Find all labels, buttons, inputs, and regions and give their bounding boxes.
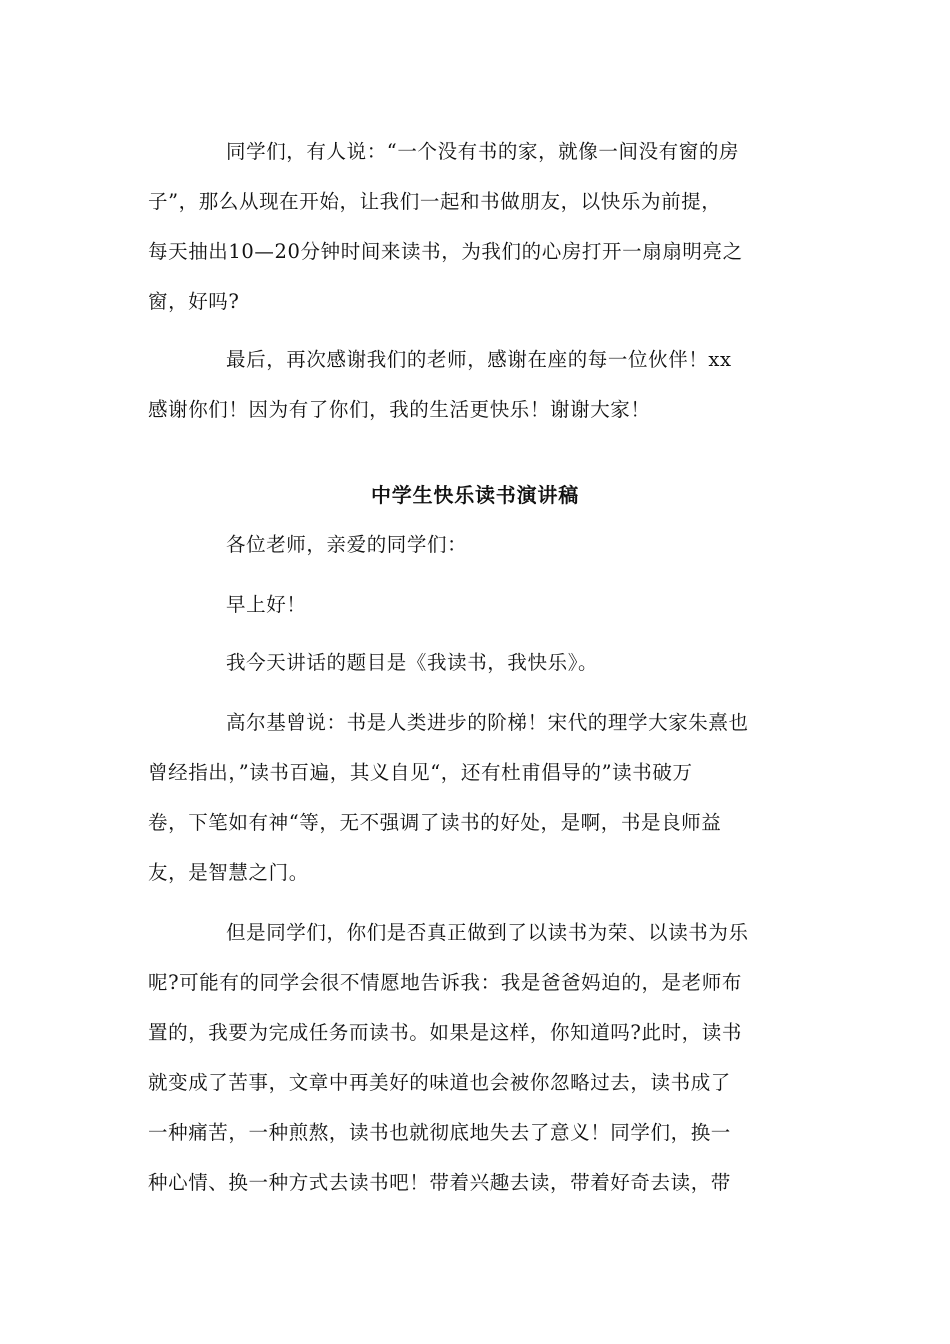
paragraph-thanks (148, 335, 808, 435)
paragraph-reading-joy (148, 908, 808, 1208)
text-line: 但是同学们，你们是否真正做到了以读书为荣、以读书为乐 (226, 921, 749, 944)
text-line: 就变成了苦事，文章中再美好的味道也会被你忽略过去，读书成了 (148, 1071, 731, 1094)
topic-line (148, 638, 808, 688)
text-line: 同学们，有人说：“一个没有书的家，就像一间没有窗的房 (226, 140, 740, 163)
morning-line (148, 580, 808, 630)
text-line: 呢?可能有的同学会很不情愿地告诉我：我是爸爸妈迫的，是老师布 (148, 971, 742, 994)
paragraph-closing-books (148, 127, 808, 327)
greeting-line (148, 520, 808, 570)
text-line: 种心情、换一种方式去读书吧！带着兴趣去读，带着好奇去读，带 (148, 1171, 731, 1194)
text-line: 卷，下笔如有神“等，无不强调了读书的好处，是啊，书是良师益 (148, 811, 722, 834)
text-line: 每天抽出10—20分钟时间来读书，为我们的心房打开一扇扇明亮之 (148, 240, 743, 263)
text-line: 窗，好吗? (148, 290, 240, 313)
text-line: 早上好！ (226, 593, 307, 616)
text-line: 各位老师，亲爱的同学们： (226, 533, 468, 556)
text-line: 一种痛苦，一种煎熬，读书也就彻底地失去了意义！同学们，换一 (148, 1121, 731, 1144)
text-line: 置的，我要为完成任务而读书。如果是这样，你知道吗?此时，读书 (148, 1021, 742, 1044)
speech-title: 中学生快乐读书演讲稿 (371, 483, 579, 507)
text-line: 我今天讲话的题目是《我读书，我快乐》。 (226, 651, 599, 674)
text-line: 最后，再次感谢我们的老师，感谢在座的每一位伙伴！xx (226, 348, 732, 371)
text-line: 高尔基曾说：书是人类进步的阶梯！宋代的理学大家朱熹也 (226, 711, 749, 734)
text-line: 子”，那么从现在开始，让我们一起和书做朋友，以快乐为前提， (148, 190, 722, 213)
text-line: 友，是智慧之门。 (148, 861, 309, 884)
text-line: 曾经指出，”读书百遍，其义自见“，还有杜甫倡导的”读书破万 (148, 761, 693, 784)
text-line: 感谢你们！因为有了你们，我的生活更快乐！谢谢大家！ (148, 398, 651, 421)
paragraph-gorky-quote (148, 698, 808, 898)
